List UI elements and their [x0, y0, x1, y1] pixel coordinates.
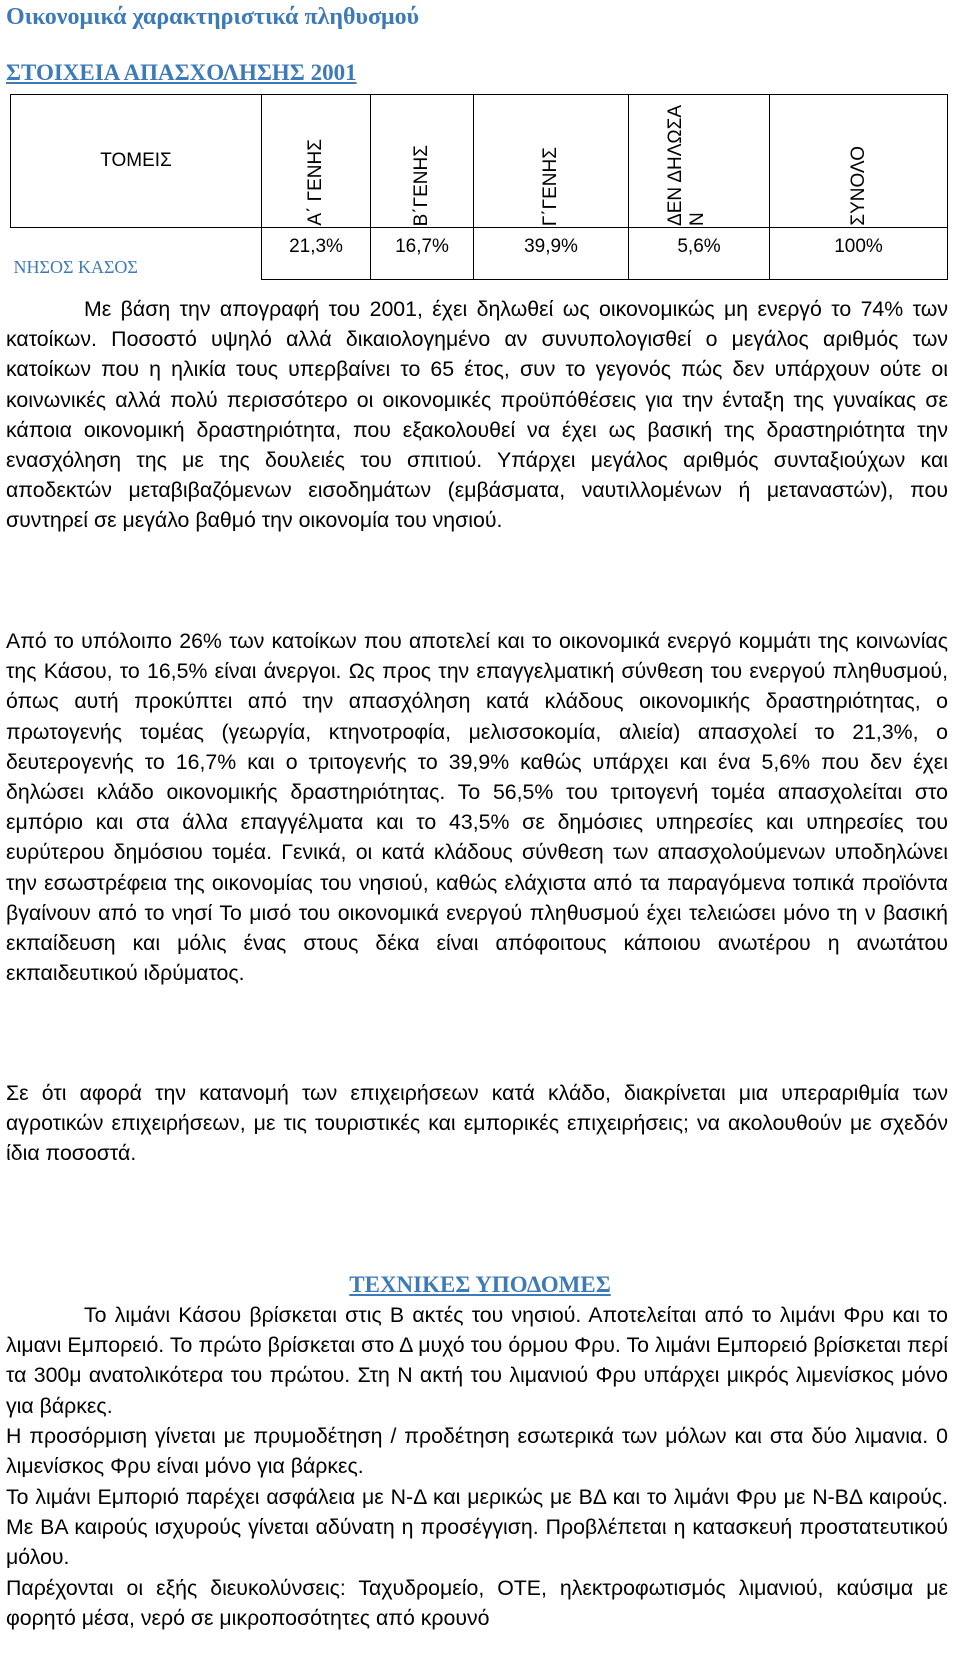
section-heading: ΤΕΧΝΙΚΕΣ ΥΠΟΔΟΜΕΣ [349, 1272, 611, 1297]
body-paragraph: Με βάση την απογραφή του 2001, έχει δηλωθεί ως οικονομικώς μη ενεργό το 74% των κατοίκων. Ποσοστό υψηλό αλλά δικαιολογημένο αν συνυπολογισθεί ο μεγάλος αριθμός των κατοίκων που η ηλικία τους υπερβαίνει το 65 έτος, συν το γεγονός πώς δεν υπάρχουν ούτε οι κοινωνικές αλλά πολύ περισσότερο οι οικονομικές προϋπόθέσεις για την ένταξη της γυναίκας σε κάποια οικονομική δραστηριότητα, που εξακολουθεί να έχει ως βασική της δραστηριότητα την ενασχόληση της με της δουλειές του σπιτιού. Υπάρχει μεγάλος αριθμός συνταξιούχων και αποδεκτών μεταβιβαζόμενων εισοδημάτων (εμβάσματα, ναυτιλλομένων ή μεταναστών), που συντηρεί σε μεγάλο βαθμό την οικονομία του νησιού. [6, 297, 948, 533]
table-corner-header: ΤΟΜΕΙΣ [11, 95, 262, 228]
table-cell: 16,7% [371, 228, 474, 280]
column-header: Β΄ΓΕΝΗΣ [371, 95, 474, 228]
table-cell: 39,9% [474, 228, 629, 280]
body-paragraph: Από το υπόλοιπο 26% των κατοίκων που αποτελεί και το οικονομικά ενεργό κομμάτι της κοινωνίας της Κάσου, το 16,5% είναι άνεργοι. Ως προς την επαγγελματική σύνθεση του ενεργού πληθυσμού, όπως αυτή προκύπτει από την απασχόληση κατά κλάδους οικονομικής δραστηριότητας, ο πρωτογενής τομέας (γεωργία, κτηνοτροφία, μελισσοκομία, αλιεία) απασχολεί το 21,3%, ο δευτερογενής το 16,7% και ο τριτογενής το 39,9% καθώς υπάρχει και ένα 5,6% που δεν έχει δηλώσει κλάδο οικονομικής δραστηριότητας. Το 56,5% του τριτογενή τομέα απασχολείται στο εμπόριο και στα άλλα επαγγέλματα και το 43,5% σε δημόσιες υπηρεσίες και υπηρεσίες του ευρύτερου δημόσιου τομέα. Γενικά, οι κατά κλάδους σύνθεση των απασχολούμενων υποδηλώνει την εσωστρέφεια της οικονομίας του νησιού, καθώς ελάχιστα από τα παραγόμενα τοπικά προϊόντα βγαίνουν από το νησί Το μισό του οικονομικά ενεργού πληθυσμού έχει τελειώσει μόνο τη ν βασική εκπαίδευση και μόλις ένας στους δέκα είναι απόφοιτους κάποιου ανωτέρου η ανωτάτου εκπαιδευτικού ιδρύματος. [6, 629, 948, 986]
body-paragraph: Παρέχονται οι εξής διευκολύνσεις: Ταχυδρομείο, ΟΤΕ, ηλεκτροφωτισμός λιμανιού, καύσιμα με φορητό μέσα, νερό σε μικροποσότητες από κρουνό [6, 1576, 948, 1631]
table-title: ΣΤΟΙΧΕΙΑ ΑΠΑΣΧΟΛΗΣΗΣ 2001 [6, 60, 357, 85]
table-cell: 5,6% [629, 228, 770, 280]
column-header: Α΄ ΓΕΝΗΣ [262, 95, 371, 228]
table-header-row [11, 95, 948, 228]
column-header: Γ΄ΓΕΝΗΣ [474, 95, 629, 228]
page-title: Οικονομικά χαρακτηριστικά πληθυσμού [6, 4, 420, 30]
table-cell: 100% [770, 228, 948, 280]
body-paragraph: Σε ότι αφορά την κατανομή των επιχειρήσεων κατά κλάδο, διακρίνεται μια υπεραριθμία των αγροτικών επιχειρήσεων, με τις τουριστικές και εμπορικές επιχειρήσεις; να ακολουθούν με σχεδόν ίδια ποσοστά. [6, 1081, 948, 1166]
table-row [11, 228, 948, 280]
body-paragraph: Η προσόρμιση γίνεται με πρυμοδέτηση / προδέτηση εσωτερικά των μόλων και στα δύο λιμανια. 0 λιμενίσκος Φρυ είναι μόνο για βάρκες. [6, 1424, 948, 1479]
column-header: ΣΥΝΟΛΟ [770, 95, 948, 228]
body-paragraph: Το λιμάνι Κάσου βρίσκεται στις Β ακτές του νησιού. Αποτελείται από το λιμάνι Φρυ και το λιμανι Εμπορειό. Το πρώτο βρίσκεται στο Δ μυχό του όρμου Φρυ. Το λιμάνι Εμπορειό βρίσκεται περί τα 300μ ανατολικότερα του πρώτου. Στη Ν ακτή του λιμανιού Φρυ υπάρχει μικρός λιμενίσκος μόνο για βάρκες. [6, 1303, 948, 1418]
employment-table [10, 94, 948, 280]
column-header: ΔΕΝ ΔΗΛΩΣΑ Ν [629, 95, 770, 228]
table-cell: 21,3% [262, 228, 371, 280]
row-label: ΝΗΣΟΣ ΚΑΣΟΣ [11, 228, 262, 280]
body-paragraph: Το λιμάνι Εμποριό παρέχει ασφάλεια με Ν-Δ και μερικώς με ΒΔ και το λιμάνι Φρυ με Ν-ΒΔ καιρούς. Με ΒΑ καιρούς ισχυρούς γίνεται αδύνατη η προσέγγιση. Προβλέπεται η κατασκευή προστατευτικού μόλου. [6, 1485, 948, 1570]
